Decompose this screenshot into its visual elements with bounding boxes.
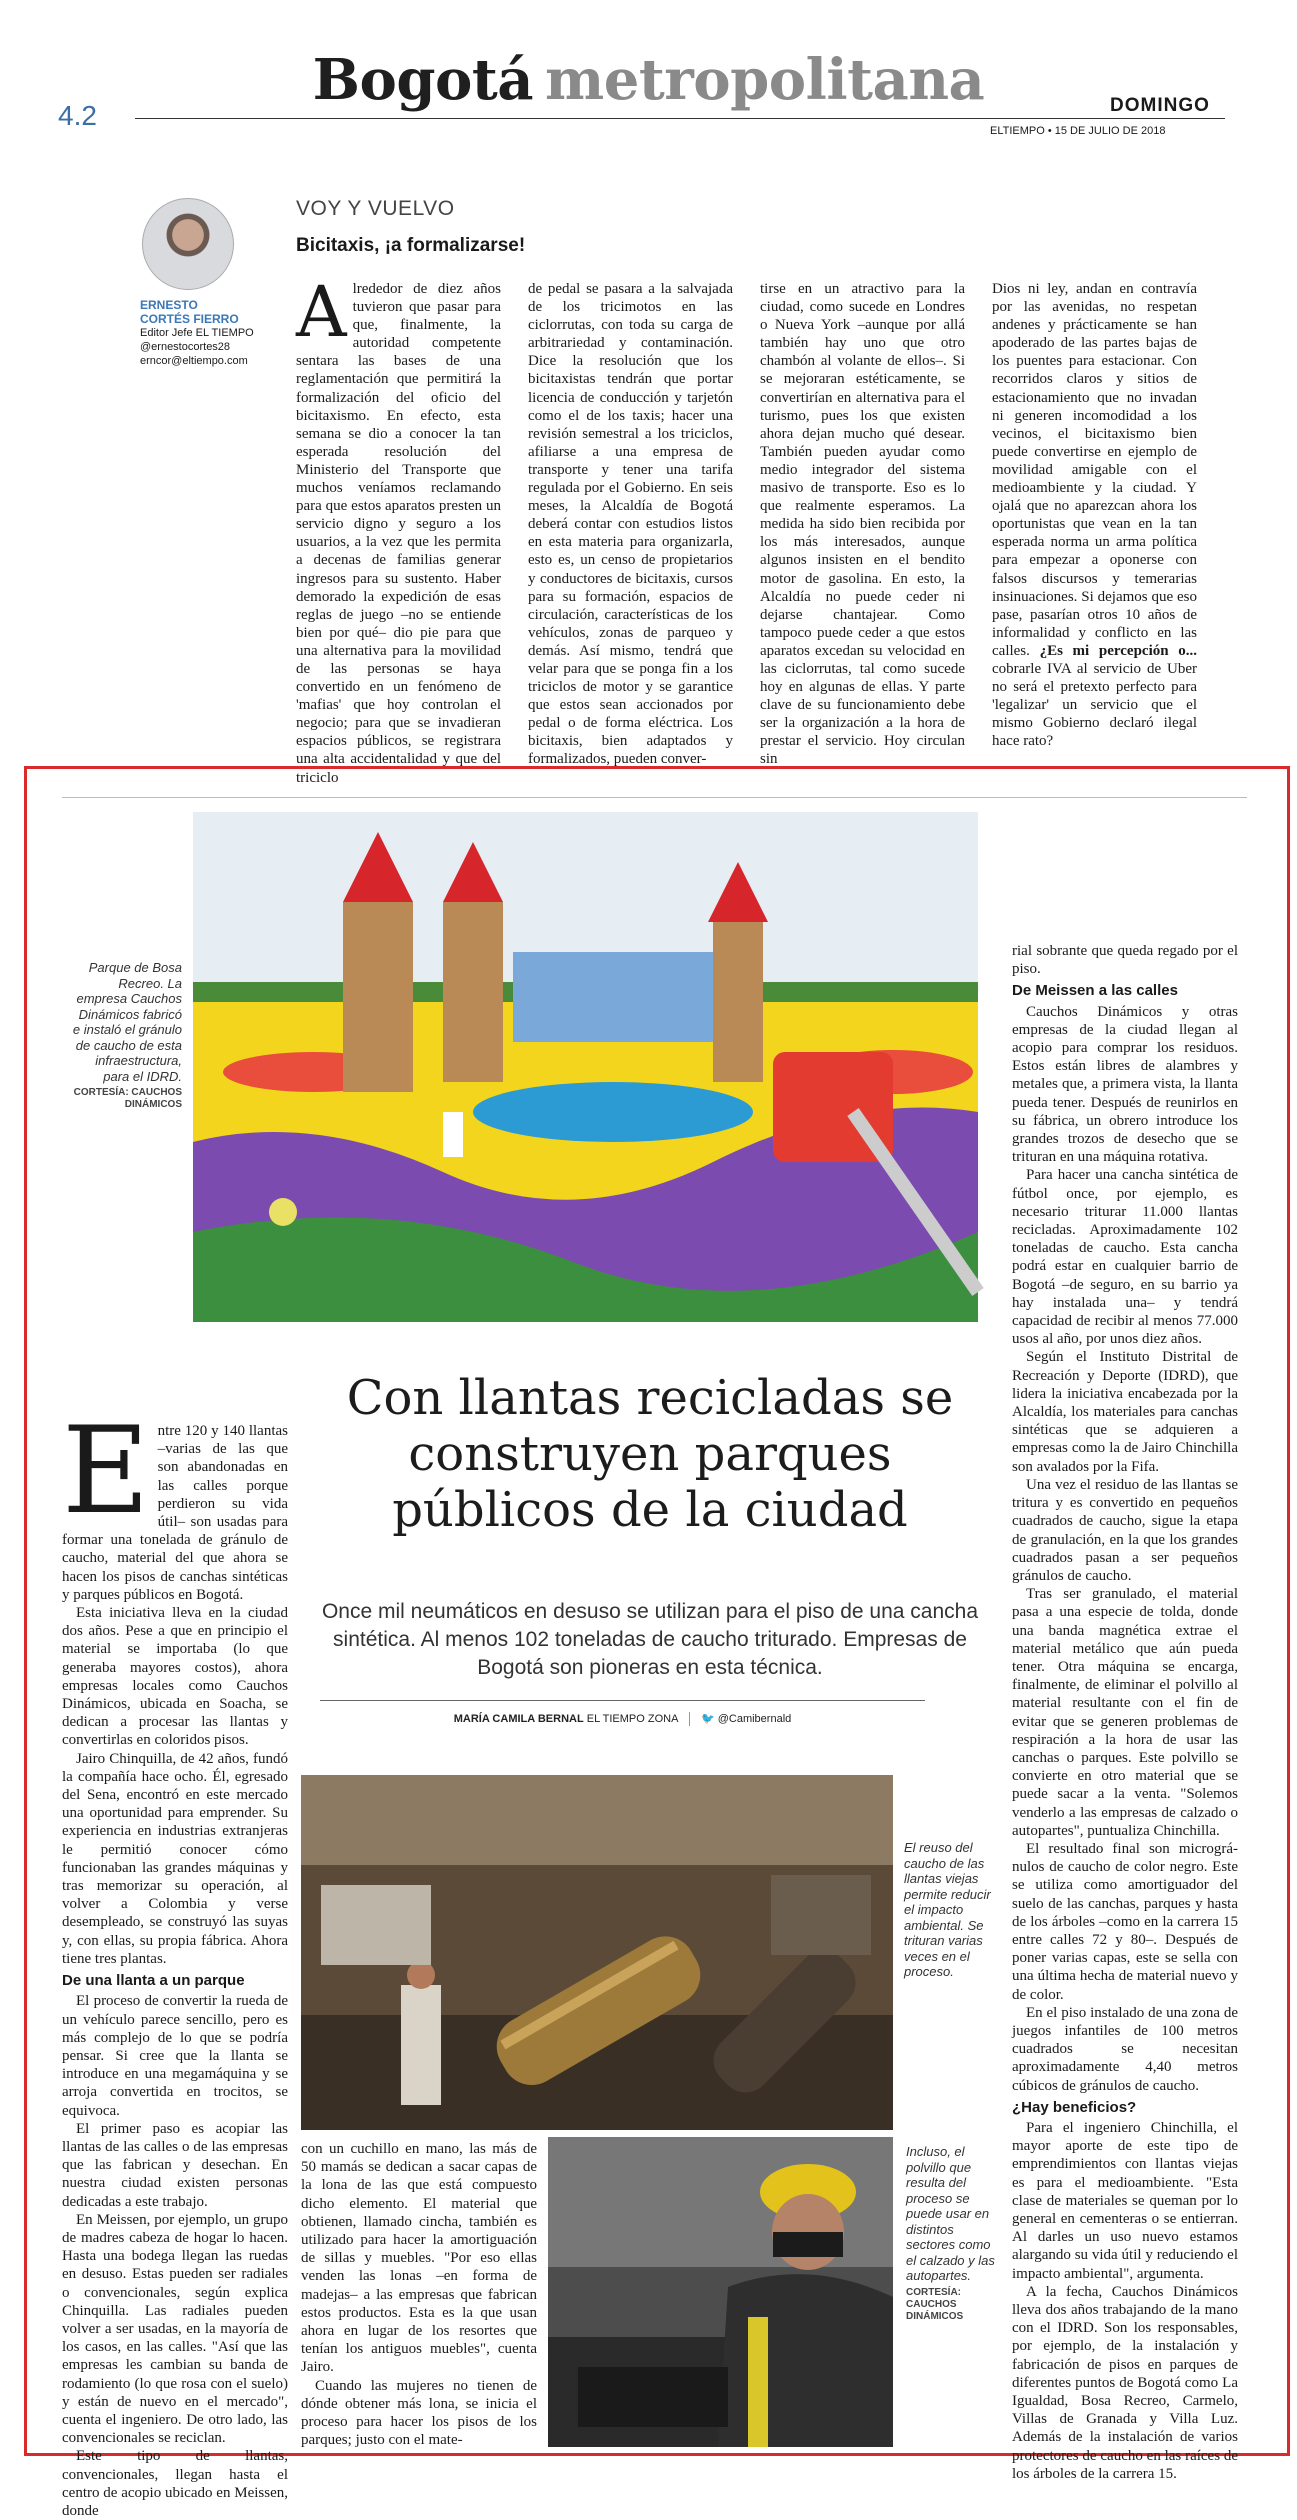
worker-photo bbox=[548, 2137, 893, 2447]
column-paragraph-2: de pedal se pasara a la salvajada de los tricimotos en las ciclorrutas, con toda su carga de arbitrariedad y contaminación. Dice la resolución que los bicitaxistas tendrán que portar licencia de conducción y tarjetón como el de los taxis; hacer una revisión semestral a los triciclos, afiliarse a una empresa de transporte y tener una tarifa regulada por el Gobierno. En seis meses, la Alcaldía de Bogotá deberá contar con estudios listos en esta materia para organizarla, esto es, un censo de propietarios y conductores de bicitaxis, cursos para su formación, espacios de circulación, características de los vehículos, zonas de parqueo y demás. Así mismo, tendrá que velar para que se ponga fin a los triciclos de motor y se garantice que estos sean accionados por pedal o de forma eléctrica. Los bicitaxis, bien adaptados y formalizados, pueden conver- bbox=[528, 281, 733, 768]
byline-rule bbox=[320, 1700, 925, 1701]
byline bbox=[320, 1712, 925, 1726]
dateline: ELTIEMPO • 15 DE JULIO DE 2018 bbox=[990, 125, 1166, 137]
article-left-p3: Jairo Chinquilla, de 42 años, fundó la compañía hace ocho. Él, egresado del Sena, encontró en este mercado una oportunidad para emprender. Su experiencia en industrias extranjeras le permitió conocer cómo funcionaban las grandes máquinas y tras memorizar su operación, al volver a Colombia y verse desempleado, se construyó las suyas y, con ellas, su propia fábrica. Ahora tiene tres plantas. bbox=[62, 1750, 288, 1967]
column-kicker: VOY Y VUELVO bbox=[296, 197, 455, 220]
day-label: DOMINGO bbox=[1110, 95, 1210, 116]
article-right-p4: Una vez el residuo de las llantas se tritura y es convertido en pequeños cuadrados de caucho, sigue la etapa de granulación, en la que los grandes cuadrados pasan a ser pequeños gránulos de caucho. bbox=[1012, 1476, 1238, 1584]
photo1-credit: CORTESÍA: CAUCHOS DINÁMICOS bbox=[73, 1087, 182, 1110]
header-rule bbox=[135, 118, 1225, 119]
article-column-middle bbox=[301, 2140, 537, 2449]
article-left-p7: Este tipo de llantas, convencionales, llegan hasta el centro de acopio ubicado en Meissen, donde bbox=[62, 2448, 288, 2519]
article-right-p1: Cauchos Dinámicos y otras empresas de la ciudad llegan al acopio para comprar los residuos. Estos están libres de alambres y metales que, a primera vista, la llanta pueda tener. Después de reunirlos en su fábrica, un obrero introduce los grandes trozos de desecho que se trituran en una máquina rotativa. bbox=[1012, 1003, 1238, 1166]
author-first-name: ERNESTO bbox=[140, 298, 198, 312]
author-avatar bbox=[142, 198, 234, 290]
article-right-p7: En el piso instalado de una zona de juegos infantiles de 100 metros cuadrados se necesitan aproximadamente 4,40 metros cúbicos de gránulos de caucho. bbox=[1012, 2004, 1238, 2094]
article-right-p0: rial sobrante que queda regado por el piso. bbox=[1012, 943, 1238, 978]
column-text-3 bbox=[760, 280, 965, 769]
author-email[interactable]: erncor@eltiempo.com bbox=[140, 355, 248, 367]
factory-photo bbox=[301, 1775, 893, 2130]
article-left-p6: En Meissen, por ejemplo, un grupo de madres cabeza de hogar lo hacen. Hasta una bodega llegan las ruedas en desuso. Estas pueden ser radiales o convencionales, según explica Chinquilla. Las radiales pueden volver a ser usadas, en la mayoría de los casos, en las calles. "Así que las empresas les cambian su banda de rodamiento (lo que rosa con el suelo) y están de nuevo en el mercado", cuenta el ingeniero. De otro lado, las convencionales se reciclan. bbox=[62, 2211, 288, 2447]
author-role: Editor Jefe EL TIEMPO bbox=[140, 327, 254, 339]
article-deck: Once mil neumáticos en desuso se utilizan para el piso de una cancha sintética. Al menos 102 toneladas de caucho triturado. Empresas de Bogotá son pioneras en esta técnica. bbox=[321, 1600, 979, 1679]
article-left-p2: Esta iniciativa lleva en la ciudad dos años. Pese a que en principio el material se importaba (lo que generaba mayores costos), ahora empresas locales como Cauchos Dinámicos, ubicada en Soacha, se dedican a procesar las llantas y convertirlas en coloridos pisos. bbox=[62, 1605, 288, 1749]
photo3-credit: CORTESÍA: CAUCHOS DINÁMICOS bbox=[906, 2286, 964, 2322]
article-right-p3: Según el Instituto Distrital de Recreación y Deporte (IDRD), que lidera la iniciativa encabezada por la Alcaldía, los materiales para canchas sintéticas que se adquieren a empresas como la de Jairo Chinchilla son avalados por la Fifa. bbox=[1012, 1349, 1238, 1475]
column-paragraph-4: Dios ni ley, andan en contravía por las avenidas, no respetan andenes y prácticamente se han apoderado de las partes bajas de los puentes para estacionar. Con recorridos claros y sitios de estacionamiento que no invadan ni generen incomodidad a los vecinos, el bicitaxismo bien puede convertirse en ejemplo de movilidad amigable con el medioambiente y la ciudad. Y ojalá que no aparezcan ahora los oportunistas que vean en la tan esperada norma un arma política para empezar a oponerse con falsos discursos y temerarias insinuaciones. Si dejamos que eso pase, pasarían otros 10 años de informalidad y conflicto en las calles. bbox=[992, 281, 1197, 659]
photo3-caption bbox=[906, 2144, 1002, 2323]
drop-cap: A bbox=[296, 271, 347, 353]
article-headline: Con llantas recicladas se construyen parques públicos de la ciudad bbox=[346, 1370, 954, 1538]
column-text-4 bbox=[992, 280, 1197, 750]
author-last-name: CORTÉS FIERRO bbox=[140, 312, 239, 326]
playground-photo bbox=[193, 812, 978, 1322]
article-left-p5: El primer paso es acopiar las llantas de las calles o de las empresas que las fabrican y desechan. En nuestra ciudad existen personas dedicadas a este trabajo. bbox=[62, 2120, 288, 2210]
column-title: Bicitaxis, ¡a formalizarse! bbox=[296, 235, 526, 256]
column-paragraph-4-tail: cobrarle IVA al servicio de Uber no será el pretexto perfecto para 'legalizar' un servicio que el mismo Gobierno declaró ilegal hace rato? bbox=[992, 660, 1197, 750]
photo3-caption-text: Incluso, el polvillo que resulta del proceso se puede usar en distintos sectores como el calzado y las autopartes. bbox=[906, 2144, 995, 2283]
twitter-icon: 🐦 bbox=[700, 1713, 715, 1725]
author-twitter[interactable]: @ernestocortes28 bbox=[140, 341, 231, 353]
article-right-p6: El resultado final son micrográ- nulos de caucho de color negro. Este se utiliza como amortiguador del suelo de las canchas, parques y hasta de los árboles –como en la carrera 15 entre calles 72 y 80–. Después de poner varias capas, este se sella con una última hecha de material nuevo y de color. bbox=[1012, 1840, 1238, 2003]
column-bold-question: ¿Es mi percepción o... bbox=[1039, 642, 1197, 659]
photo1-caption bbox=[70, 960, 182, 1111]
masthead bbox=[0, 48, 1297, 113]
byline-outlet: EL TIEMPO ZONA bbox=[586, 1713, 678, 1725]
article-subhead-2: De Meissen a las calles bbox=[1012, 982, 1178, 1000]
article-column-right bbox=[1012, 942, 1238, 2483]
photo2-caption: El reuso del caucho de las llantas viejas permite reducir el impacto ambiental. Se trituran varias veces en el proceso. bbox=[904, 1840, 991, 1979]
article-mid-p2: Cuando las mujeres no tienen de dónde obtener más lona, se inicia el proceso para hacer los pisos de los parques; justo con el mate- bbox=[301, 2377, 537, 2449]
article-left-p1: ntre 120 y 140 llantas –varias de las que son abandonadas en las calles porque perdieron su vida útil– son usadas para formar una tonelada de gránulo de caucho, material del que ahora se hacen los pisos de canchas sintéticas y parques públicos en Bogotá. bbox=[62, 1423, 288, 1603]
column-text-2 bbox=[528, 280, 733, 769]
byline-separator bbox=[689, 1712, 690, 1726]
article-right-p5: Tras ser granulado, el material pasa a una especie de tolda, donde una banda magnética extrae el material metálico que aún pueda tener. Otra máquina se encarga, finalmente, de eliminar el polvillo al material resultante con el fin de evitar que se generen problemas de respiración a la hora de usar las canchas o parques. Este polvillo se convierte en otro material que se puede sacar a la venta. "Solemos venderlo a las empresas de calzado o autopartes", puntualiza Chinchilla. bbox=[1012, 1586, 1238, 1839]
column-paragraph-1: lrededor de diez años tuvieron que pasar para que, finalmente, la autoridad competente sentara las bases de una reglamentación que permitirá la formalización del oficio del bicitaxismo. En efecto, esta semana se dio a conocer la tan esperada resolución del Ministerio del Transporte que muchos veníamos reclamando para que estos aparatos presten un servicio digno y seguro a los usuarios, a la vez que les permita a decenas de familias generar ingresos para su sustento. Haber demorado la expedición de esas reglas de juego –no se entiende bien por qué– dio pie para que una alternativa para la movilidad de las personas se haya convertido en un fenómeno de 'mafias' que hoy controlan el negocio; para que se invadieran espacios públicos, se registrara una alta accidentalidad y que del triciclo bbox=[296, 281, 501, 786]
byline-twitter[interactable]: @Camibernald bbox=[717, 1713, 792, 1725]
article-right-p8: Para el ingeniero Chinchilla, el mayor aporte de este tipo de emprendimientos con llantas viejas es para el medioambiente. "Esta clase de materiales se queman por lo general en cementeras o se entierran. Al darles un uso nuevo estamos alargando su vida útil y reduciendo el impacto ambiental", argumenta. bbox=[1012, 2120, 1238, 2282]
article-drop-cap: E bbox=[62, 1402, 150, 1541]
column-text-1 bbox=[296, 271, 501, 787]
article-right-p9: A la fecha, Cauchos Dinámicos lleva dos años trabajando de la mano con el IDRD. Son los responsables, por ejemplo, de la instalación y fabricación de pisos en parques de diferentes puntos de Bogotá como La Igualdad, Bosa Recreo, Carmelo, Villas de Granada y Villa Luz. Además de la instalación de varios protectores de caucho en las raíces de los árboles de la carrera 15. bbox=[1012, 2283, 1238, 2482]
article-column-left bbox=[62, 1402, 288, 2520]
masthead-title-sub: metropolitana bbox=[545, 47, 985, 113]
byline-author: MARÍA CAMILA BERNAL bbox=[453, 1713, 584, 1725]
article-right-p2: Para hacer una cancha sintética de fútbol once, por ejemplo, es necesario triturar 11.000 llantas recicladas. Aproximadamente 102 toneladas de caucho. Esta cancha podrá estar en cualquier barrio de Bogotá –de seguro, en su barrio ya hay instalada una– y tendrá capacidad de recibir al menos 77.000 usos al año, por unos diez años. bbox=[1012, 1167, 1238, 1348]
article-top-rule bbox=[62, 797, 1247, 798]
article-mid-p1: con un cuchillo en mano, las más de 50 mamás se dedican a sacar capas de la lona de las que está compuesto dicho elemento. El material que obtienen, llamado cincha, también es utilizado para hacer la amortiguación de sillas y muebles. "Por eso ellas venden las lonas –en forma de madejas– a las empresas que fabrican estos productos. Esta es la que usan ahora en lugar de los resortes que tenían los antiguos muebles", cuenta Jairo. bbox=[301, 2141, 537, 2376]
masthead-title-main: Bogotá bbox=[312, 47, 534, 113]
author-block bbox=[140, 298, 280, 368]
factory-illustration bbox=[301, 1775, 893, 2130]
worker-illustration bbox=[548, 2137, 893, 2447]
photo1-caption-text: Parque de Bosa Recreo. La empresa Cauchos Dinámicos fabricó e instaló el gránulo de caucho de esta infraestructura, para el IDRD. bbox=[72, 960, 182, 1084]
section-number: 4.2 bbox=[58, 100, 97, 131]
playground-illustration bbox=[193, 812, 978, 1322]
article-subhead-1: De una llanta a un parque bbox=[62, 1972, 245, 1990]
article-left-p4: El proceso de convertir la rueda de un vehículo parece sencillo, pero es más complejo de lo que se podría pensar. Si cree que la llanta se introduce en una megamáquina y se arroja convertida en trocitos, se equivoca. bbox=[62, 1993, 288, 2119]
article-subhead-3: ¿Hay beneficios? bbox=[1012, 2098, 1137, 2116]
column-paragraph-3: tirse en un atractivo para la ciudad, como sucede en Londres o Nueva York –aunque por allá también hay uno que otro chambón al volante de ellos–. Si se mejoraran estéticamente, se convertirían en alternativa para el turismo, pues los que existen ahora dejan mucho qué desear. También pueden ayudar como medio integrador del sistema masivo de transporte. Eso es lo que realmente esperamos. La medida ha sido bien recibida por los más interesados, aunque algunos insisten en el bendito motor de gasolina. En esto, la Alcaldía no puede ceder ni dejarse chantajear. Como tampoco puede ceder a que estos aparatos excedan su velocidad en las ciclorrutas, tal como sucede hoy en algunas de ellas. Y parte clave de su funcionamiento debe ser la organización a la hora de prestar el servicio. Hoy circulan sin bbox=[760, 281, 965, 768]
